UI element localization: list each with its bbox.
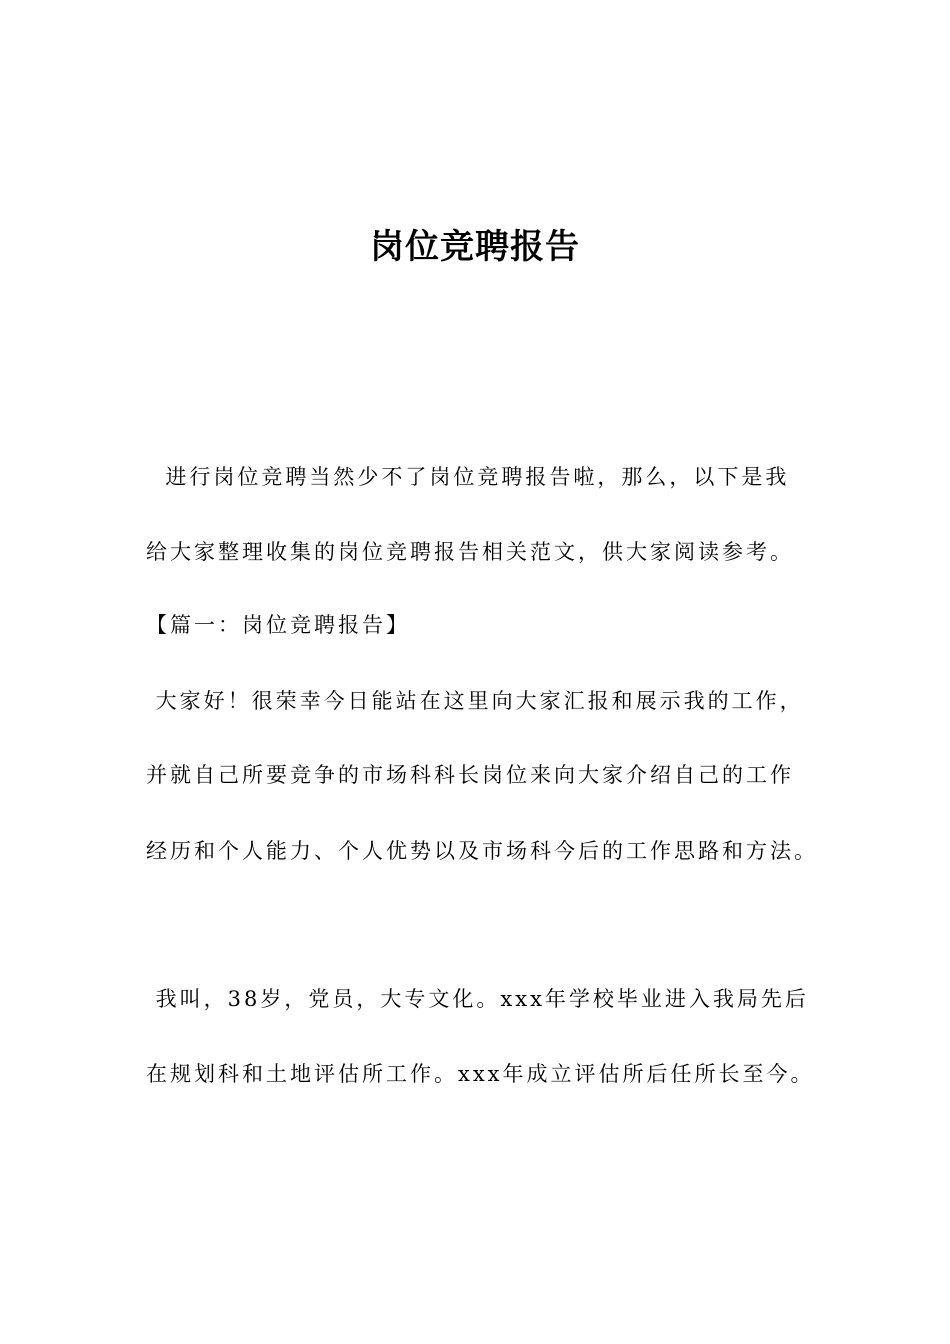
paragraph-line: 经历和个人能力、个人优势以及市场科今后的工作思路和方法。 (146, 839, 818, 863)
section-heading: 【篇一：岗位竞聘报告】 (146, 613, 410, 637)
paragraph-line: 大家好！很荣幸今日能站在这里向大家汇报和展示我的工作， (146, 689, 804, 713)
paragraph-line: 在规划科和土地评估所工作。xxx年成立评估所后任所长至今。 (146, 1062, 815, 1086)
document-title: 岗位竞聘报告 (370, 227, 580, 267)
paragraph-line: 我叫，38岁，党员，大专文化。xxx年学校毕业进入我局先后 (146, 987, 809, 1011)
paragraph-line: 进行岗位竞聘当然少不了岗位竞聘报告啦，那么，以下是我 (146, 465, 790, 489)
paragraph-line: 并就自己所要竞争的市场科科长岗位来向大家介绍自己的工作 (146, 763, 794, 787)
paragraph-line: 给大家整理收集的岗位竞聘报告相关范文，供大家阅读参考。 (146, 540, 794, 564)
